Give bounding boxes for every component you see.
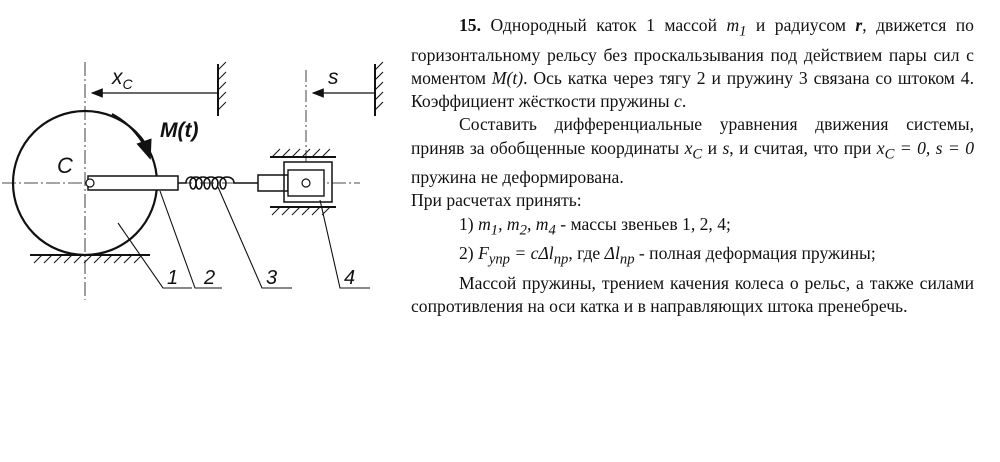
paragraph-3: При расчетах принять: [411,190,582,211]
part-label-2: 2 [204,267,216,289]
moment-label: M(t) [160,119,199,142]
xc-label: $x_C$ [112,66,133,92]
guide-top [270,149,336,157]
center-label-C: C [57,153,73,178]
piston-4 [258,162,332,202]
part-label-4: 4 [344,267,356,289]
paragraph-1: 15. Однородный каток 1 массой $m_1$ и радиусом r, движется по горизонтальному рельсу без проскальзывания под действием пары сил с моментом M(t). Ось катка через тягу 2 и пружину 3 связана со штоком 4. Коэффициент жёсткости пружины c. [411,15,974,112]
guide-bottom [270,207,336,215]
part-label-3: 3 [266,267,278,289]
rod-2 [88,176,178,190]
wall-s [375,62,383,116]
list-item-1: 1) $m_1$, $m_2$, $m_4$ - массы звеньев 1, 2, 4; [459,213,731,239]
problem-text [411,14,974,319]
rail-ground [30,255,150,263]
moment-arrow [112,114,150,158]
wall-xc [218,62,226,116]
wheel-axle [86,179,94,187]
paragraph-2: Составить дифференциальные уравнения движения системы, приняв за обобщенные координаты $x_C$ и s, и считая, что при $x_C = 0$, s = 0 пружина не деформирована. [411,114,975,188]
list-item-2: 2) $F_{упр} = c\Delta l_{пр}$, где $\Delta l_{пр}$ - полная деформация пружины; [459,243,876,268]
paragraph-4: Массой пружины, трением качения колеса о рельс, а также силами сопротивления на оси катка и в направляющих штока пренебречь. [411,273,974,317]
s-label: s [328,66,339,89]
mechanism-diagram [0,0,400,462]
part-label-1: 1 [167,267,179,289]
